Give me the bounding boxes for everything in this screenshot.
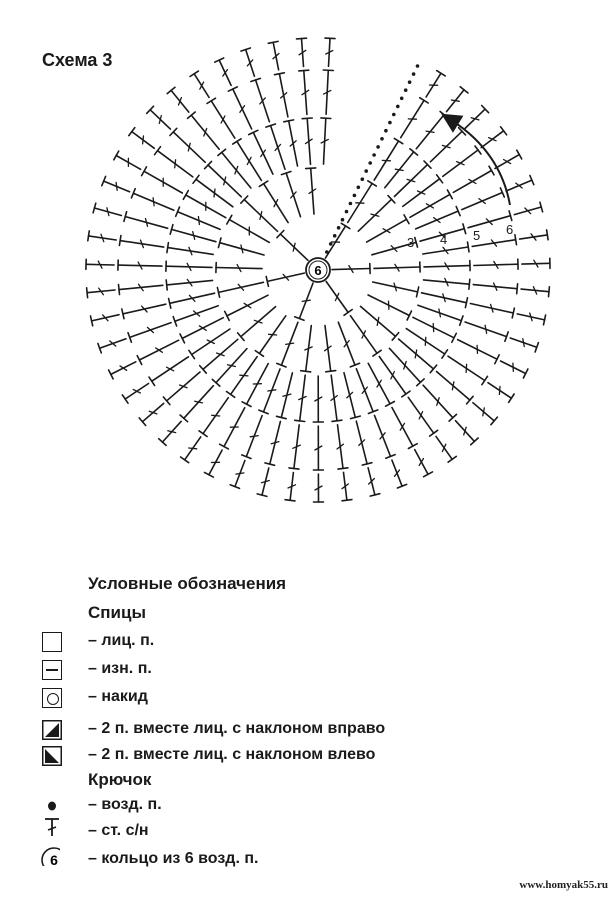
double-crochet-bar [188,143,190,151]
double-crochet-top [119,285,120,295]
double-crochet-top [289,468,299,469]
legend-item-purl: – изн. п. [40,658,600,684]
double-crochet-top [295,420,305,421]
double-crochet-bar [240,375,248,376]
double-crochet-top [373,350,381,356]
double-crochet-top [91,316,93,326]
double-crochet-top [142,167,147,176]
double-crochet-bar [168,431,176,433]
double-crochet-top [420,98,429,103]
chain-stitch-icon [42,796,62,816]
watermark: www.homyak55.ru [519,879,608,891]
double-crochet-bar [302,300,310,301]
double-crochet-bar [153,198,154,206]
double-crochet-top [402,391,410,397]
double-crochet-bar [250,436,258,437]
double-crochet-top [302,118,312,119]
double-crochet-bar [286,343,294,344]
double-crochet-bar [452,382,454,390]
double-crochet-top [517,284,518,294]
legend-item-yarn-over: – накид [40,686,600,712]
decrease-right-icon [42,720,62,740]
double-crochet-top [169,299,171,309]
center-ring-label: 6 [314,263,322,278]
double-crochet-top [268,41,278,43]
double-crochet-top [190,71,198,76]
chain-ring-icon [40,846,60,866]
double-crochet-top [323,70,333,71]
chain-dot [364,169,368,173]
double-crochet-top [233,139,241,144]
double-crochet-bar [426,131,434,132]
double-crochet-bar [483,408,485,416]
double-crochet-bar [189,448,197,449]
chain-dot [333,234,337,238]
chain-dot [408,80,412,84]
double-crochet-top [88,231,90,241]
double-crochet-top [332,420,342,421]
chain-dot [392,113,396,117]
double-crochet-top [259,181,268,186]
legend-item-knit: – лиц. п. [40,630,600,656]
crochet-heading: Крючок [88,770,152,789]
purl-stitch-icon [42,660,62,680]
double-crochet-bar [143,136,144,144]
double-crochet-top [189,350,195,358]
double-crochet-top [301,371,311,372]
legend-item-ring: 6 – кольцо из 6 возд. п. [40,848,600,874]
double-crochet-top [122,309,124,319]
chain-dot [376,145,380,149]
double-crochet-top [306,168,316,169]
double-crochet-bar [175,160,176,168]
legend-item-double-crochet: – ст. с/н [40,820,600,846]
double-crochet-top [285,500,295,501]
chain-dot [400,97,404,101]
double-crochet-bar [260,212,262,220]
double-crochet-top [512,308,514,318]
chain-dot [412,72,416,76]
row-number-3: 3 [407,235,415,250]
double-crochet-top [447,190,452,199]
double-crochet-top [227,215,232,224]
double-crochet-top [338,468,348,469]
double-crochet-icon [42,816,62,836]
chain-dot [349,202,353,206]
double-crochet-bar [395,169,403,170]
double-crochet-bar [439,309,441,317]
double-crochet-top [167,243,169,253]
double-crochet-top [326,371,336,372]
double-crochet-top [544,315,546,325]
double-crochet-top [166,280,167,290]
row-number-4: 4 [440,232,448,247]
double-crochet-top [517,150,522,159]
center-ring [306,258,330,282]
double-crochet-bar [195,401,203,403]
legend-heading: Условные обозначения [88,574,287,593]
chain-dot [353,194,357,198]
double-crochet-top [129,128,135,136]
double-crochet-top [489,166,494,175]
double-crochet-bar [198,217,199,225]
chain-dot [368,161,372,165]
double-crochet-bar [466,364,467,372]
double-crochet-top [227,392,235,398]
yarn-over-icon [42,688,62,708]
diagram-title: Схема 3 [42,50,113,70]
double-crochet-top [482,376,488,384]
double-crochet-top [114,151,119,160]
double-crochet-top [299,70,309,71]
double-crochet-top [321,118,331,119]
double-crochet-top [344,310,352,316]
chain-dot [380,137,384,141]
double-crochet-top [437,175,443,183]
chain-dot [337,226,341,230]
double-crochet-top [417,287,419,297]
double-crochet-top [475,146,481,154]
double-crochet-top [193,175,199,183]
double-crochet-top [430,430,438,436]
decrease-left-icon [42,746,62,766]
double-crochet-top [266,277,268,287]
double-crochet-top [275,73,285,75]
double-crochet-top [509,394,514,402]
double-crochet-bar [214,189,215,197]
row-number-6: 6 [506,222,514,237]
double-crochet-bar [415,350,417,358]
double-crochet-top [207,98,216,103]
legend-item-chain: – возд. п. [40,794,600,820]
double-crochet-top [199,431,207,437]
double-crochet-top [183,191,188,200]
chain-dot [341,218,345,222]
double-crochet-bar [228,365,236,367]
double-crochet-top [122,395,128,403]
double-crochet-top [342,500,352,501]
legend-item-k2tog-left: – 2 п. вместе лиц. с наклоном влево [40,744,600,770]
chain-dot [329,242,333,246]
double-crochet-bar [433,324,434,332]
chain-dot [361,177,365,181]
double-crochet-top [549,287,550,297]
double-crochet-top [501,127,507,135]
chain-dot [416,64,420,68]
double-crochet-top [437,71,446,76]
knit-stitch-icon [42,632,62,652]
knitting-heading: Спицы [88,603,146,622]
double-crochet-top [468,242,470,252]
double-crochet-bar [116,182,117,190]
double-crochet-top [448,456,456,462]
double-crochet-top [404,215,409,224]
double-crochet-top [368,181,377,186]
double-crochet-top [325,38,335,39]
double-crochet-bar [395,470,400,476]
double-crochet-bar [293,243,295,251]
svg-text:6: 6 [50,852,58,866]
double-crochet-top [181,457,189,463]
double-crochet-top [119,236,121,246]
chain-dot [325,250,329,254]
double-crochet-top [394,138,403,143]
chain-dot [388,121,392,125]
double-crochet-bar [377,317,379,325]
chain-dot [345,210,349,214]
double-crochet-bar [499,386,500,394]
double-crochet-bar [451,100,459,101]
double-crochet-top [155,147,161,155]
double-crochet-top [87,288,88,298]
double-crochet-top [465,298,467,308]
double-crochet-top [442,350,448,358]
double-crochet-top [297,38,307,39]
double-crochet-bar [236,473,244,474]
double-crochet-top [547,230,549,240]
double-crochet-top [149,377,155,385]
legend-item-k2tog-right: – 2 п. вместе лиц. с наклоном вправо [40,718,600,744]
double-crochet-bar [269,334,277,335]
double-crochet-top [217,288,219,298]
double-crochet-top [469,279,470,289]
double-crochet-bar [485,325,487,333]
double-crochet-top [341,223,350,228]
row-number-5: 5 [473,228,481,243]
double-crochet-bar [212,415,220,416]
chain-dot [372,153,376,157]
chain-dot [384,129,388,133]
double-crochet-bar [268,390,276,391]
chain-dot [357,186,361,190]
double-crochet-top [284,120,294,122]
double-crochet-top [515,235,517,245]
double-crochet-top [255,351,263,357]
double-crochet-bar [523,339,525,347]
chain-dot [404,88,408,92]
double-crochet-bar [425,337,426,345]
chain-dot [396,105,400,109]
